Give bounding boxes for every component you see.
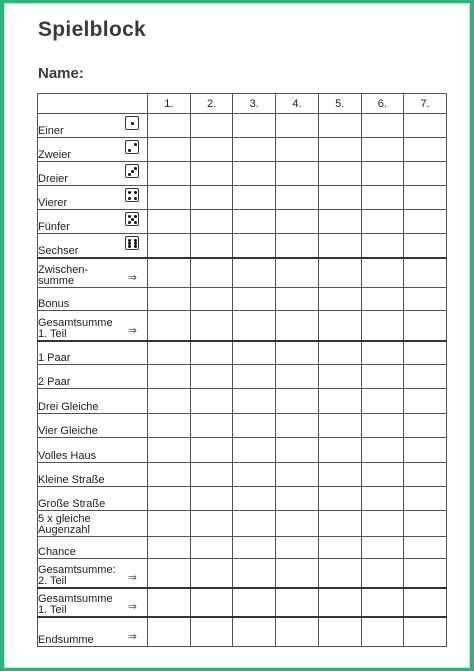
score-cell[interactable] [190,234,233,258]
row-label-line1: Sechser [38,244,79,257]
score-cell[interactable] [318,414,361,438]
score-cell[interactable] [404,365,447,389]
score-cell[interactable] [190,258,233,288]
score-cell[interactable] [361,414,404,438]
table-row [38,258,447,288]
score-cell[interactable] [318,559,361,588]
table-row [38,341,447,365]
score-cell[interactable] [361,341,404,365]
score-cell[interactable] [404,162,447,186]
score-cell[interactable] [190,559,233,588]
score-cell[interactable] [276,138,319,162]
score-cell[interactable] [276,588,319,617]
score-cell[interactable] [318,186,361,210]
score-cell[interactable] [276,114,319,138]
score-cell[interactable] [361,463,404,487]
score-cell[interactable] [148,138,191,162]
table-row [38,234,447,258]
header-corner [38,94,148,114]
score-cell[interactable] [148,311,191,341]
score-cell[interactable] [361,559,404,588]
score-cell[interactable] [233,186,276,210]
score-cell[interactable] [148,288,191,311]
score-cell[interactable] [318,114,361,138]
table-row [38,438,447,463]
score-cell[interactable] [148,588,191,617]
score-cell[interactable] [148,365,191,389]
row-label-line1: Zweier [38,149,72,161]
table-row [38,311,447,341]
score-cell[interactable] [361,138,404,162]
table-row [38,210,447,234]
arrow-icon: ⇒ [127,272,137,284]
score-cell[interactable] [276,438,319,463]
die-pip [128,245,131,248]
score-cell[interactable] [276,288,319,311]
row-label-line1: Kleine Straße [38,474,105,486]
row-label [38,511,148,537]
row-label [38,210,148,234]
score-cell[interactable] [190,588,233,617]
score-cell[interactable] [318,210,361,234]
score-cell[interactable] [190,537,233,559]
score-cell[interactable] [318,438,361,463]
row-label [38,463,148,487]
score-cell[interactable] [404,537,447,559]
score-cell[interactable] [148,234,191,258]
row-label-line2: summe [38,275,75,287]
row-label [38,258,148,288]
score-cell[interactable] [404,210,447,234]
row-label-line1: Große Straße [38,498,106,510]
score-cell[interactable] [276,617,319,647]
score-cell[interactable] [276,511,319,537]
column-header: 6. [361,94,404,114]
score-cell[interactable] [404,389,447,414]
page-title: Spielblock [38,18,147,41]
score-cell[interactable] [148,186,191,210]
row-label [38,414,148,438]
score-cell[interactable] [361,438,404,463]
score-cell[interactable] [361,537,404,559]
score-cell[interactable] [276,559,319,588]
score-cell[interactable] [233,258,276,288]
row-label-line1: Chance [38,546,76,558]
score-cell[interactable] [318,138,361,162]
score-cell[interactable] [233,162,276,186]
row-label-line1: Gesamtsumme [38,316,113,329]
score-cell[interactable] [276,311,319,341]
score-cell[interactable] [190,365,233,389]
row-label [38,365,148,389]
score-cell[interactable] [190,617,233,647]
score-rows [38,114,447,647]
die-pip [131,122,134,125]
score-cell[interactable] [361,288,404,311]
column-header: 5. [318,94,361,114]
score-cell[interactable] [318,537,361,559]
arrow-icon: ⇒ [127,631,137,643]
score-cell[interactable] [361,234,404,258]
score-sheet [4,3,470,668]
score-cell[interactable] [318,365,361,389]
score-cell[interactable] [404,311,447,341]
score-cell[interactable] [148,438,191,463]
name-label: Name: [38,65,84,82]
row-label [38,341,148,365]
row-label [38,186,148,210]
score-cell[interactable] [361,311,404,341]
row-label [38,138,148,162]
row-label-line1: Vierer [38,197,68,209]
score-cell[interactable] [361,162,404,186]
score-cell[interactable] [233,311,276,341]
row-label [38,537,148,559]
score-cell[interactable] [276,210,319,234]
row-label-line1: Fünfer [38,221,70,233]
die-pip [128,215,131,218]
row-label [38,162,148,186]
table-row [38,365,447,389]
arrow-icon: ⇒ [127,324,137,337]
column-header: 2. [190,94,233,114]
score-cell[interactable] [148,511,191,537]
row-label [38,234,148,258]
row-label-line1: 5 x gleiche [38,513,91,525]
score-cell[interactable] [233,234,276,258]
score-cell[interactable] [404,414,447,438]
column-header: 3. [233,94,276,114]
row-label-line1: Volles Haus [38,450,97,462]
die-face-icon [125,116,139,130]
die-pip [131,218,134,221]
score-cell[interactable] [190,463,233,487]
score-cell[interactable] [148,559,191,588]
die-pip [134,197,137,200]
score-cell[interactable] [148,617,191,647]
die-pip [128,149,131,152]
score-cell[interactable] [276,537,319,559]
row-label-line2: 1. Teil [38,327,67,340]
score-cell[interactable] [233,511,276,537]
row-label-line2: 2. Teil [38,574,67,587]
score-cell[interactable] [148,414,191,438]
score-cell[interactable] [233,414,276,438]
score-cell[interactable] [233,588,276,617]
score-cell[interactable] [233,114,276,138]
column-header: 1. [148,94,191,114]
row-label-line1: Endsumme [38,634,94,646]
score-cell[interactable] [233,559,276,588]
score-cell[interactable] [318,288,361,311]
score-cell[interactable] [361,114,404,138]
score-cell[interactable] [361,365,404,389]
score-cell[interactable] [318,487,361,511]
score-cell[interactable] [276,487,319,511]
table-row [38,389,447,414]
row-label [38,311,148,341]
score-cell[interactable] [148,210,191,234]
score-cell[interactable] [318,588,361,617]
die-pip [128,221,131,224]
row-label [38,288,148,311]
die-pip [134,167,137,170]
score-cell[interactable] [404,511,447,537]
score-cell[interactable] [361,588,404,617]
row-label-line1: Dreier [38,173,68,185]
row-label-line1: 1 Paar [38,352,71,364]
die-pip [128,191,131,194]
row-label [38,559,148,588]
score-cell[interactable] [148,389,191,414]
row-label [38,487,148,511]
table-row [38,463,447,487]
score-cell[interactable] [361,258,404,288]
score-cell[interactable] [233,438,276,463]
score-cell[interactable] [233,389,276,414]
table-row [38,162,447,186]
score-cell[interactable] [404,617,447,647]
score-cell[interactable] [404,487,447,511]
table-row [38,511,447,537]
die-pip [128,197,131,200]
score-cell[interactable] [276,341,319,365]
column-header: 7. [404,94,447,114]
die-pip [134,245,137,248]
row-label [38,389,148,414]
row-label-line1: Bonus [38,298,70,310]
score-cell[interactable] [404,341,447,365]
score-cell[interactable] [318,341,361,365]
score-cell[interactable] [190,186,233,210]
score-cell[interactable] [276,463,319,487]
score-cell[interactable] [318,389,361,414]
score-cell[interactable] [233,463,276,487]
row-label [38,617,148,647]
table-row [38,114,447,138]
row-label-line2: 1. Teil [38,603,67,616]
table-row [38,288,447,311]
table-row [38,186,447,210]
score-cell[interactable] [404,138,447,162]
score-cell[interactable] [318,258,361,288]
score-cell[interactable] [233,210,276,234]
score-cell[interactable] [318,617,361,647]
table-row [38,487,447,511]
score-cell[interactable] [148,114,191,138]
score-cell[interactable] [361,186,404,210]
die-pip [134,191,137,194]
score-cell[interactable] [233,365,276,389]
score-cell[interactable] [404,438,447,463]
row-label [38,114,148,138]
score-cell[interactable] [190,162,233,186]
score-cell[interactable] [190,114,233,138]
row-label-line1: Gesamtsumme [38,592,113,605]
score-cell[interactable] [233,138,276,162]
die-face-icon [125,164,139,178]
score-cell[interactable] [148,258,191,288]
score-cell[interactable] [276,186,319,210]
row-label-line1: Einer [38,125,64,137]
score-cell[interactable] [233,537,276,559]
table-row [38,138,447,162]
row-label [38,438,148,463]
table-row [38,414,447,438]
score-cell[interactable] [233,617,276,647]
score-cell[interactable] [276,365,319,389]
score-cell[interactable] [276,414,319,438]
score-cell[interactable] [361,511,404,537]
score-cell[interactable] [190,487,233,511]
arrow-icon: ⇒ [127,600,137,613]
score-cell[interactable] [404,588,447,617]
row-label-line1: Gesamtsumme: [38,563,116,576]
score-cell[interactable] [190,288,233,311]
die-pip [134,221,137,224]
die-pip [131,170,134,173]
score-cell[interactable] [404,234,447,258]
score-cell[interactable] [404,559,447,588]
score-cell[interactable] [318,162,361,186]
row-label-line1: Zwischen- [38,264,89,276]
score-table [37,93,447,647]
score-cell[interactable] [190,414,233,438]
score-cell[interactable] [148,537,191,559]
score-cell[interactable] [276,389,319,414]
arrow-icon: ⇒ [127,571,137,584]
score-cell[interactable] [190,311,233,341]
die-pip [134,215,137,218]
score-cell[interactable] [361,389,404,414]
score-cell[interactable] [276,258,319,288]
column-header-row [38,94,447,114]
score-cell[interactable] [148,463,191,487]
score-cell[interactable] [361,617,404,647]
score-cell[interactable] [276,234,319,258]
score-cell[interactable] [148,487,191,511]
score-cell[interactable] [361,487,404,511]
row-label-line1: Drei Gleiche [38,401,99,413]
score-cell[interactable] [190,341,233,365]
score-cell[interactable] [404,114,447,138]
die-face-icon [125,188,139,202]
die-face-icon [125,212,139,226]
score-cell[interactable] [233,288,276,311]
score-cell[interactable] [276,162,319,186]
score-cell[interactable] [318,311,361,341]
score-cell[interactable] [148,341,191,365]
score-cell[interactable] [233,487,276,511]
score-cell[interactable] [190,438,233,463]
table-row [38,559,447,588]
row-label-line2: Augenzahl [38,524,90,536]
score-cell[interactable] [190,511,233,537]
row-label-line1: 2 Paar [38,376,71,388]
die-pip [134,143,137,146]
score-cell[interactable] [190,138,233,162]
score-cell[interactable] [190,210,233,234]
table-row [38,588,447,617]
die-face-icon [125,236,139,250]
row-label [38,588,148,617]
score-cell[interactable] [361,210,404,234]
score-cell[interactable] [404,186,447,210]
column-header: 4. [276,94,319,114]
die-pip [128,173,131,176]
score-cell[interactable] [233,341,276,365]
score-cell[interactable] [318,463,361,487]
score-cell[interactable] [190,389,233,414]
score-cell[interactable] [148,162,191,186]
table-row [38,537,447,559]
die-face-icon [125,140,139,154]
score-cell[interactable] [404,463,447,487]
score-cell[interactable] [318,511,361,537]
table-row [38,617,447,647]
score-cell[interactable] [404,288,447,311]
row-label-line1: Vier Gleiche [38,425,98,437]
score-cell[interactable] [318,234,361,258]
score-cell[interactable] [404,258,447,288]
